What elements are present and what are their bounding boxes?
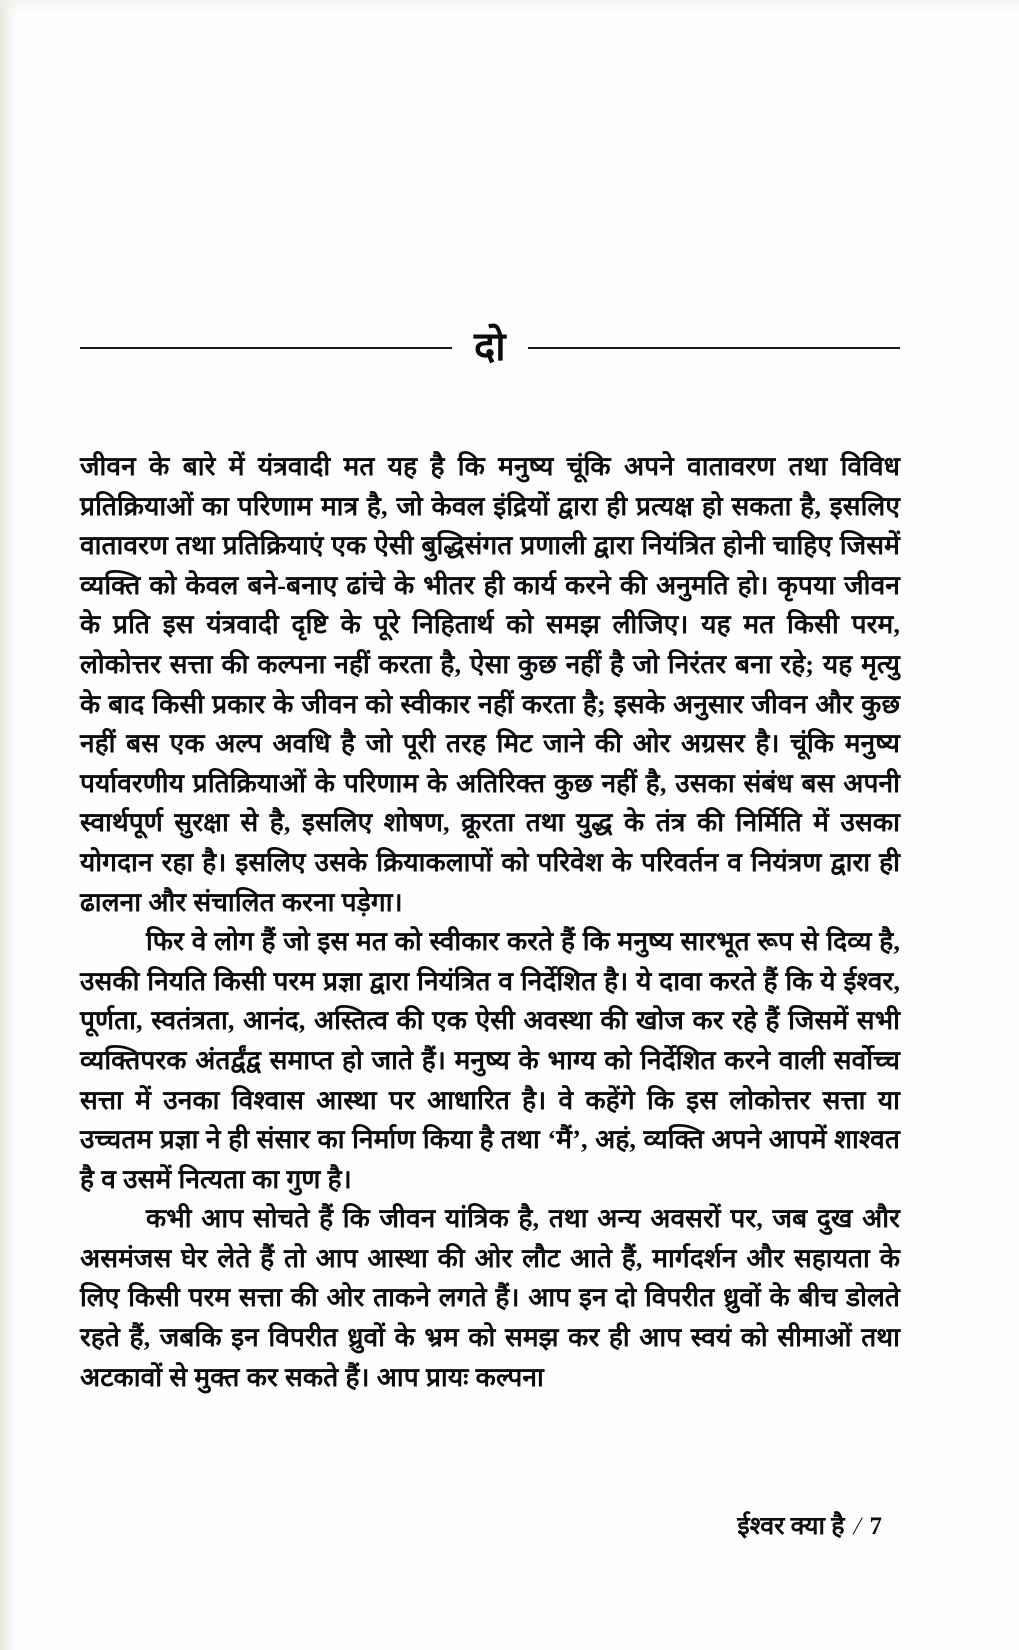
- header-rule-right: [528, 347, 900, 349]
- paragraph: कभी आप सोचते हैं कि जीवन यांत्रिक है, तथा अन्य अवसरों पर, जब दुख और असमंजस घेर लेते हैं तो आप आस्था की ओर लौट आते हैं, मार्गदर्शन और सहायता के लिए किसी परम सत्ता की ओर ताकने लगते हैं। आप इन दो विपरीत ध्रुवों के बीच डोलते रहते हैं, जबकि इन विपरीत ध्रुवों के भ्रम को समझ कर ही आप स्वयं को सीमाओं तथा अटकावों से मुक्त कर सकते हैं। आप प्रायः कल्पना: [80, 1204, 900, 1392]
- paragraph: फिर वे लोग हैं जो इस मत को स्वीकार करते हैं कि मनुष्य सारभूत रूप से दिव्य है, उसकी नियति किसी परम प्रज्ञा द्वारा नियंत्रित व निर्देशित है। ये दावा करते हैं कि ये ईश्वर, पूर्णता, स्वतंत्रता, आनंद, अस्तित्व की एक ऐसी अवस्था की खोज कर रहे हैं जिसमें सभी व्यक्तिपरक अंतर्द्वंद्व समाप्त हो जाते हैं। मनुष्य के भाग्य को निर्देशित करने वाली सर्वोच्च सत्ता में उनका विश्वास आस्था पर आधारित है। वे कहेंगे कि इस लोकोत्तर सत्ता या उच्चतम प्रज्ञा ने ही संसार का निर्माण किया है तथा ‘मैं’, अहं, व्यक्ति अपने आपमें शाश्वत है व उसमें नित्यता का गुण है।: [80, 927, 900, 1194]
- scan-edge-left: [0, 0, 22, 1650]
- footer-line: [737, 1508, 882, 1542]
- body-text: [80, 447, 900, 1397]
- paragraph: जीवन के बारे में यंत्रवादी मत यह है कि मनुष्य चूंकि अपने वातावरण तथा विविध प्रतिक्रियाओं का परिणाम मात्र है, जो केवल इंद्रियों द्वारा ही प्रत्यक्ष हो सकता है, इसलिए वातावरण तथा प्रतिक्रियाएं एक ऐसी बुद्धिसंगत प्रणाली द्वारा नियंत्रित होनी चाहिए जिसमें व्यक्ति को केवल बने-बनाए ढांचे के भीतर ही कार्य करने की अनुमति हो। कृपया जीवन के प्रति इस यंत्रवादी दृष्टि के पूरे निहितार्थ को समझ लीजिए। यह मत किसी परम, लोकोत्तर सत्ता की कल्पना नहीं करता है, ऐसा कुछ नहीं है जो निरंतर बना रहे; यह मृत्यु के बाद किसी प्रकार के जीवन को स्वीकार नहीं करता है; इसके अनुसार जीवन और कुछ नहीं बस एक अल्प अवधि है जो पूरी तरह मिट जाने की ओर अग्रसर है। चूंकि मनुष्य पर्यावरणीय प्रतिक्रियाओं के परिणाम के अतिरिक्त कुछ नहीं है, उसका संबंध बस अपनी स्वार्थपूर्ण सुरक्षा से है, इसलिए शोषण, क्रूरता तथा युद्ध के तंत्र की निर्मिति में उसका योगदान रहा है। इसलिए उसके क्रियाकलापों को परिवेश के परिवर्तन व नियंत्रण द्वारा ही ढालना और संचालित करना पड़ेगा।: [80, 452, 900, 917]
- footer-page-number: 7: [869, 1513, 882, 1540]
- header-rule-left: [80, 347, 452, 349]
- chapter-number: दो: [473, 324, 507, 369]
- chapter-header: [80, 324, 900, 369]
- page-content: [80, 0, 900, 1650]
- footer-book-title: ईश्वर क्या है: [737, 1513, 845, 1540]
- footer-separator: /: [850, 1513, 864, 1540]
- page-footer: [80, 1508, 900, 1542]
